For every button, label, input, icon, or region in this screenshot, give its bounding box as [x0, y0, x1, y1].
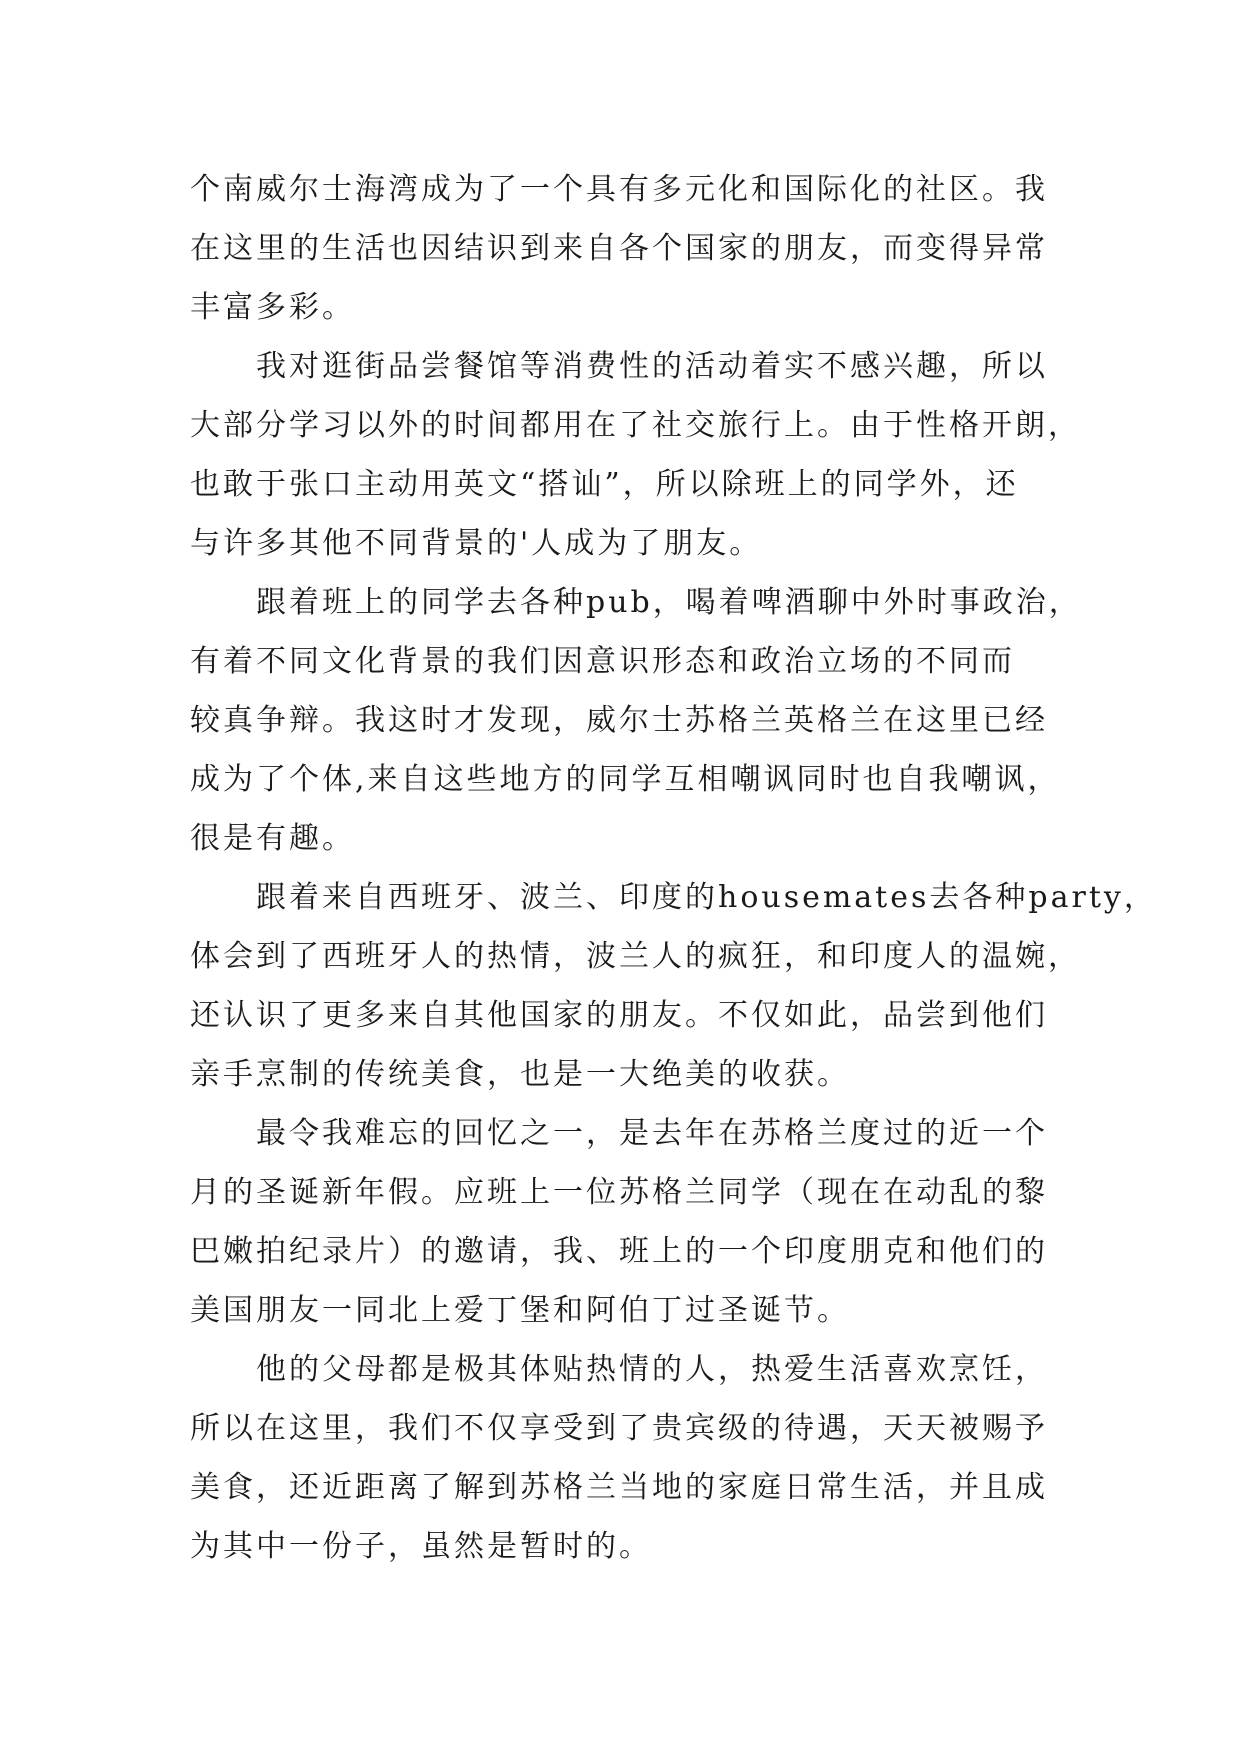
- paragraph-6: [190, 1340, 1070, 1576]
- paragraph-2: [190, 337, 1081, 573]
- text-line: 美食，还近距离了解到苏格兰当地的家庭日常生活，并且成: [190, 1470, 1048, 1505]
- text-line: 亲手烹制的传统美食，也是一大绝美的收获。: [190, 1057, 850, 1092]
- text-line: 跟着班上的同学去各种pub，喝着啤酒聊中外时事政治，: [190, 585, 1082, 620]
- text-line: 成为了个体,来自这些地方的同学互相嘲讽同时也自我嘲讽，: [190, 762, 1061, 797]
- text-line: 还认识了更多来自其他国家的朋友。不仅如此，品尝到他们: [190, 998, 1048, 1033]
- text-line: 很是有趣。: [190, 821, 355, 856]
- text-line: 我对逛街品尝餐馆等消费性的活动着实不感兴趣，所以: [190, 349, 1048, 384]
- text-line: 月的圣诞新年假。应班上一位苏格兰同学（现在在动乱的黎: [190, 1175, 1048, 1210]
- text-line: 大部分学习以外的时间都用在了社交旅行上。由于性格开朗，: [190, 408, 1081, 443]
- text-line: 为其中一份子，虽然是暂时的。: [190, 1529, 652, 1564]
- paragraph-4: [190, 868, 1157, 1104]
- text-line: 与许多其他不同背景的'人成为了朋友。: [190, 526, 763, 561]
- text-line: 在这里的生活也因结识到来自各个国家的朋友，而变得异常: [190, 231, 1048, 266]
- paragraph-3: [190, 573, 1082, 868]
- text-line: 跟着来自西班牙、波兰、印度的housemates去各种party，: [190, 880, 1157, 915]
- paragraph-5: [190, 1104, 1070, 1340]
- document-body: [190, 160, 1157, 1576]
- text-line: 有着不同文化背景的我们因意识形态和政治立场的不同而: [190, 644, 1015, 679]
- text-line: 最令我难忘的回忆之一，是去年在苏格兰度过的近一个: [190, 1116, 1048, 1151]
- text-line: 个南威尔士海湾成为了一个具有多元化和国际化的社区。我: [190, 172, 1048, 207]
- text-line: 体会到了西班牙人的热情，波兰人的疯狂，和印度人的温婉，: [190, 939, 1081, 974]
- text-line: 较真争辩。我这时才发现，威尔士苏格兰英格兰在这里已经: [190, 703, 1048, 738]
- text-line: 也敢于张口主动用英文“搭讪”，所以除班上的同学外，还: [190, 467, 1019, 502]
- text-line: 巴嫩拍纪录片）的邀请，我、班上的一个印度朋克和他们的: [190, 1234, 1048, 1269]
- paragraph-1: [190, 160, 1070, 337]
- text-line: 丰富多彩。: [190, 290, 355, 325]
- text-line: 美国朋友一同北上爱丁堡和阿伯丁过圣诞节。: [190, 1293, 850, 1328]
- text-line: 所以在这里，我们不仅享受到了贵宾级的待遇，天天被赐予: [190, 1411, 1048, 1446]
- text-line: 他的父母都是极其体贴热情的人，热爱生活喜欢烹饪，: [190, 1352, 1048, 1387]
